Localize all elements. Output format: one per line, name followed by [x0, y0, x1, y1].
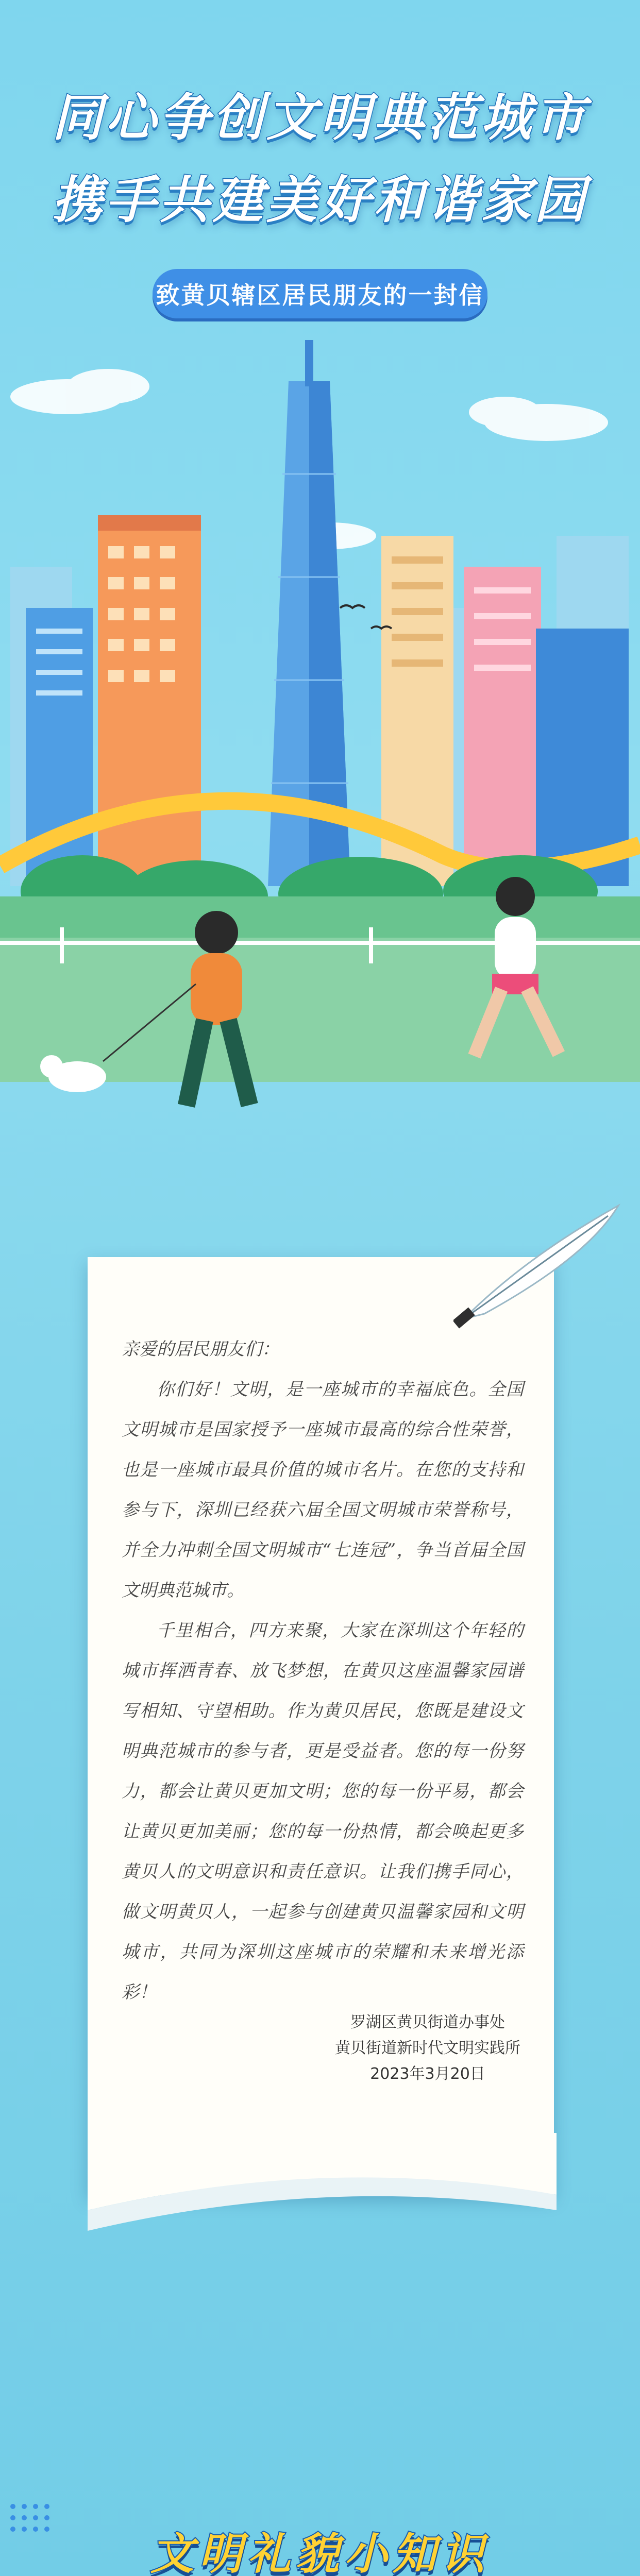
- knowledge-heading: [113, 2519, 527, 2576]
- letter-paragraph-1: 你们好！文明，是一座城市的幸福底色。全国文明城市是国家授予一座城市最高的综合性荣誉，也是一座城市最具价值的城市名片。在您的支持和参与下，深圳已经获六届全国文明城市荣誉称号，并全力冲刺全国文明城市“七连冠”，争当首届全国文明典范城市。: [122, 1379, 524, 1601]
- letter-body: [122, 1329, 524, 2012]
- letter-signature-date: 2023年3月20日: [370, 2065, 485, 2083]
- quill-pen-icon: [453, 1195, 639, 1329]
- letter-signature-org: 罗湖区黄贝街道办事处: [350, 2013, 505, 2031]
- title-line-2: 携手共建美好和谐家园: [52, 171, 588, 230]
- city-illustration: [0, 319, 640, 1154]
- letter-page-curl: [62, 2133, 582, 2236]
- knowledge-title: 文明礼貌小知识: [150, 2529, 490, 2576]
- letter-signature-station: 黄贝街道新时代文明实践所: [335, 2039, 520, 2057]
- letter-greeting: 亲爱的居民朋友们：: [122, 1339, 279, 1360]
- subtitle-pill: [153, 269, 487, 318]
- letter-paragraph-2: 千里相合，四方来聚，大家在深圳这个年轻的城市挥洒青春、放飞梦想，在黄贝这座温馨家园谱写相知、守望相助。作为黄贝居民，您既是建设文明典范城市的参与者，更是受益者。您的每一份努力，都会让黄贝更加文明；您的每一份平易，都会让黄贝更加美丽；您的每一份热情，都会唤起更多黄贝人的文明意识和责任意识。让我们携手同心，做文明黄贝人，一起参与创建黄贝温馨家园和文明城市，共同为深圳这座城市的荣耀和未来增光添彩！: [122, 1620, 524, 2003]
- title-line-1: 同心争创文明典范城市: [52, 89, 588, 147]
- subtitle-text: 致黄贝辖区居民朋友的一封信: [156, 281, 484, 309]
